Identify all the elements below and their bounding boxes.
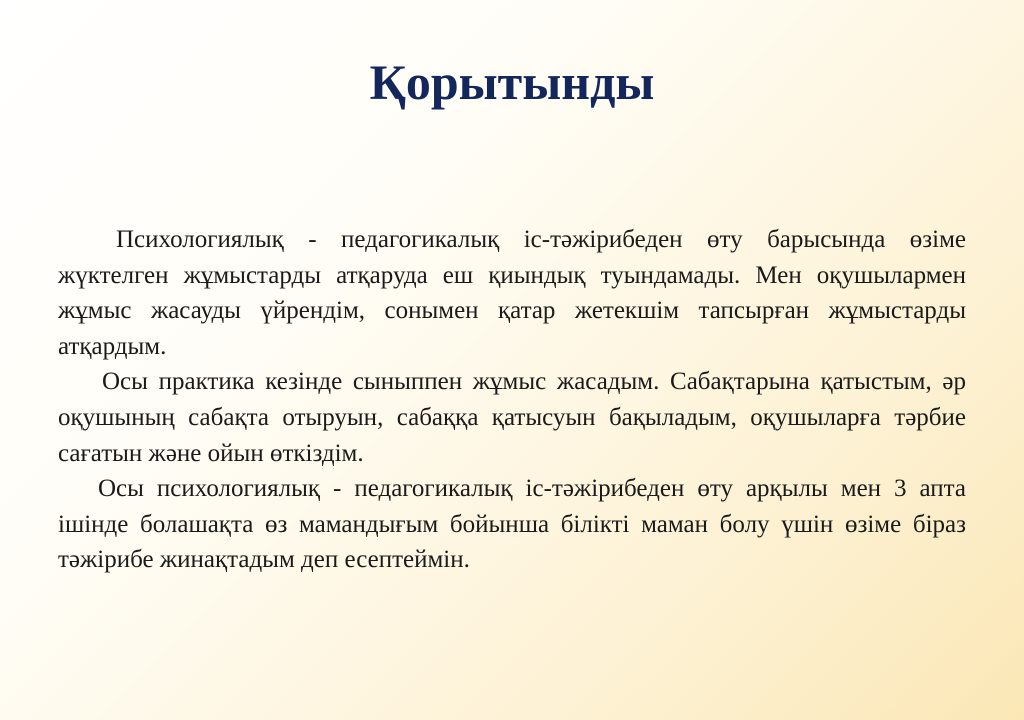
paragraph-2: Осы практика кезінде сыныппен жұмыс жасадым. Сабақтарына қатыстым, әр оқушының сабақта отыруын, сабаққа қатысуын бақыладым, оқушыларға тәрбие сағатын және ойын өткіздім. <box>58 368 966 467</box>
slide-title: Қорытынды <box>369 54 655 110</box>
paragraph-1: Психологиялық - педагогикалық іс-тәжірибеден өту барысында өзіме жүктелген жұмыстарды атқаруда еш қиындық туындамады. Мен оқушылармен жұмыс жасауды үйрендім, сонымен қатар жетекшім тапсырған жұмыстарды атқардым. <box>58 226 966 360</box>
slide-body <box>58 222 966 578</box>
paragraph-3: Осы психологиялық - педагогикалық іс-тәжірибеден өту арқылы мен 3 апта ішінде болашақта өз мамандығым бойынша білікті маман болу үшін өзіме біраз тәжірибе жинақтадым деп есептеймін. <box>58 475 966 574</box>
